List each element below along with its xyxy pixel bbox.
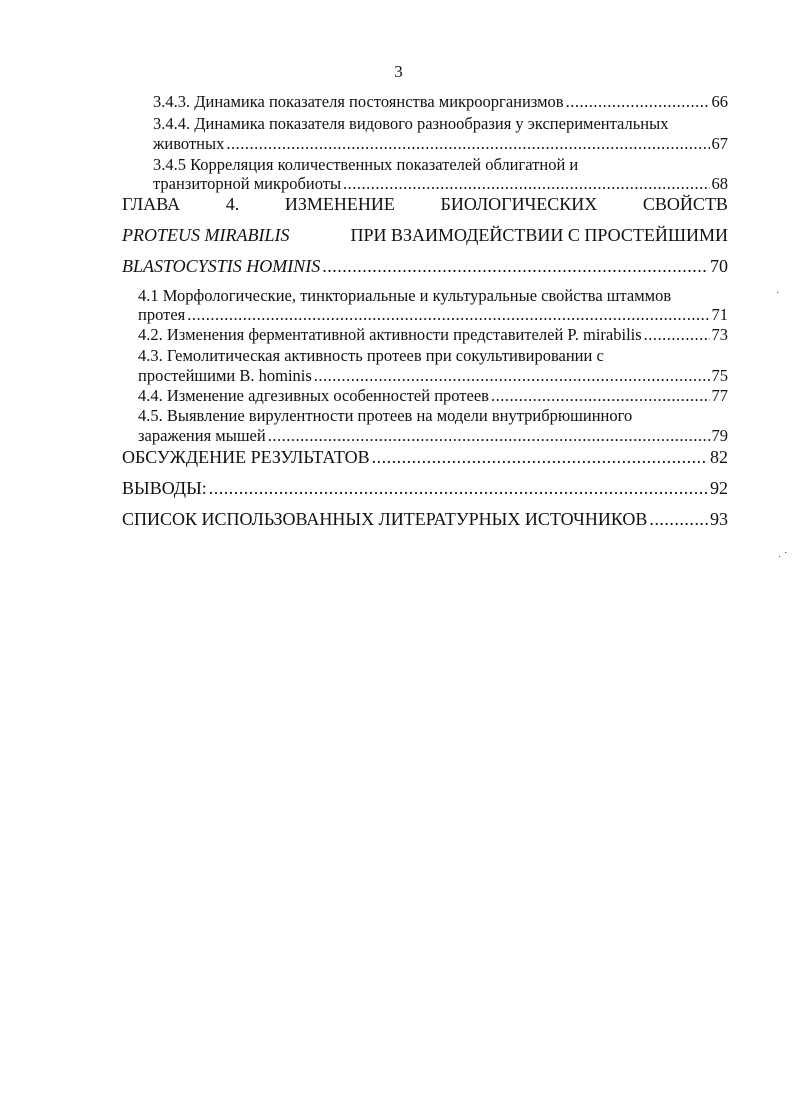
toc-entry-conclusions <box>122 477 728 499</box>
dot-leader <box>372 446 708 468</box>
toc-entry-page: 77 <box>711 386 728 405</box>
chapter-word: ГЛАВА <box>122 194 181 214</box>
toc-entry-title: ОБСУЖДЕНИЕ РЕЗУЛЬТАТОВ <box>122 447 370 467</box>
toc-entry-3-4-4-line1: 3.4.4. Динамика показателя видового разнообразия у экспериментальных <box>153 114 669 133</box>
toc-entry-4-3 <box>138 366 728 386</box>
toc-entry-3-4-5 <box>153 174 728 194</box>
toc-entry-title: простейшими B. hominis <box>138 366 312 385</box>
chapter-4-line1 <box>122 193 728 215</box>
toc-entry-4-3-line1: 4.3. Гемолитическая активность протеев при сокультивировании с <box>138 346 604 365</box>
dot-leader <box>209 477 708 499</box>
toc-entry-page: 66 <box>711 92 728 111</box>
toc-entry-title: заражения мышей <box>138 426 266 445</box>
toc-entry-title: транзиторной микробиоты <box>153 174 342 193</box>
chapter-word: ИЗМЕНЕНИЕ <box>284 194 395 214</box>
chapter-4-line2 <box>122 224 728 246</box>
toc-entry-title: 3.4.3. Динамика показателя постоянства микроорганизмов <box>153 92 564 111</box>
toc-entry-discussion <box>122 446 728 468</box>
dot-leader <box>343 174 709 194</box>
toc-entry-3-4-5-line1: 3.4.5 Корреляция количественных показателей облигатной и <box>153 155 579 174</box>
toc-entry-3-4-3 <box>153 92 728 112</box>
scan-speck: · <box>784 548 788 559</box>
dot-leader <box>322 255 708 277</box>
page-number: 3 <box>394 62 403 81</box>
dot-leader <box>187 305 709 325</box>
toc-entry-4-5-line1: 4.5. Выявление вирулентности протеев на модели внутрибрюшинного <box>138 406 633 425</box>
dot-leader <box>566 92 710 112</box>
toc-entry-title: ВЫВОДЫ: <box>122 478 207 498</box>
toc-entry-title: животных <box>153 134 225 153</box>
chapter-word: БИОЛОГИЧЕСКИХ <box>440 194 598 214</box>
scan-speck: · <box>776 288 780 299</box>
dot-leader <box>491 386 710 406</box>
dot-leader <box>649 508 708 530</box>
toc-entry-references <box>122 508 728 530</box>
toc-entry-page: 75 <box>711 366 728 385</box>
toc-entry-4-2 <box>138 325 728 345</box>
toc-entry-3-4-4 <box>153 134 728 154</box>
toc-entry-page: 67 <box>711 134 728 153</box>
dot-leader <box>226 134 709 154</box>
scan-speck: · <box>778 552 782 563</box>
dot-leader <box>314 366 710 386</box>
chapter-title-rest: ПРИ ВЗАИМОДЕЙСТВИИ С ПРОСТЕЙШИМИ <box>350 225 728 245</box>
chapter-organism-name: BLASTOCYSTIS HOMINIS <box>122 256 321 276</box>
dot-leader <box>644 325 710 345</box>
toc-entry-page: 79 <box>711 426 728 445</box>
toc-entry-page: 82 <box>710 447 728 467</box>
chapter-word: 4. <box>225 194 240 214</box>
toc-entry-title: 4.4. Изменение адгезивных особенностей протеев <box>138 386 489 405</box>
toc-entry-4-1 <box>138 305 728 325</box>
chapter-word: СВОЙСТВ <box>642 194 728 214</box>
toc-entry-page: 73 <box>711 325 728 344</box>
toc-entry-title: протея <box>138 305 186 324</box>
chapter-organism-name: PROTEUS MIRABILIS <box>122 225 290 245</box>
toc-entry-page: 93 <box>710 509 728 529</box>
toc-entry-4-4 <box>138 386 728 406</box>
toc-entry-title: СПИСОК ИСПОЛЬЗОВАННЫХ ЛИТЕРАТУРНЫХ ИСТОЧНИКОВ <box>122 509 648 529</box>
toc-entry-page: 71 <box>711 305 728 324</box>
dot-leader <box>268 426 710 446</box>
toc-entry-4-5 <box>138 426 728 446</box>
toc-entry-title: 4.2. Изменения ферментативной активности представителей P. mirabilis <box>138 325 642 344</box>
toc-entry-4-1-line1: 4.1 Морфологические, тинкториальные и культуральные свойства штаммов <box>138 286 672 305</box>
toc-entry-page: 92 <box>710 478 728 498</box>
toc-entry-page: 68 <box>711 174 728 193</box>
chapter-4-line3 <box>122 255 728 277</box>
toc-entry-page: 70 <box>710 256 728 276</box>
